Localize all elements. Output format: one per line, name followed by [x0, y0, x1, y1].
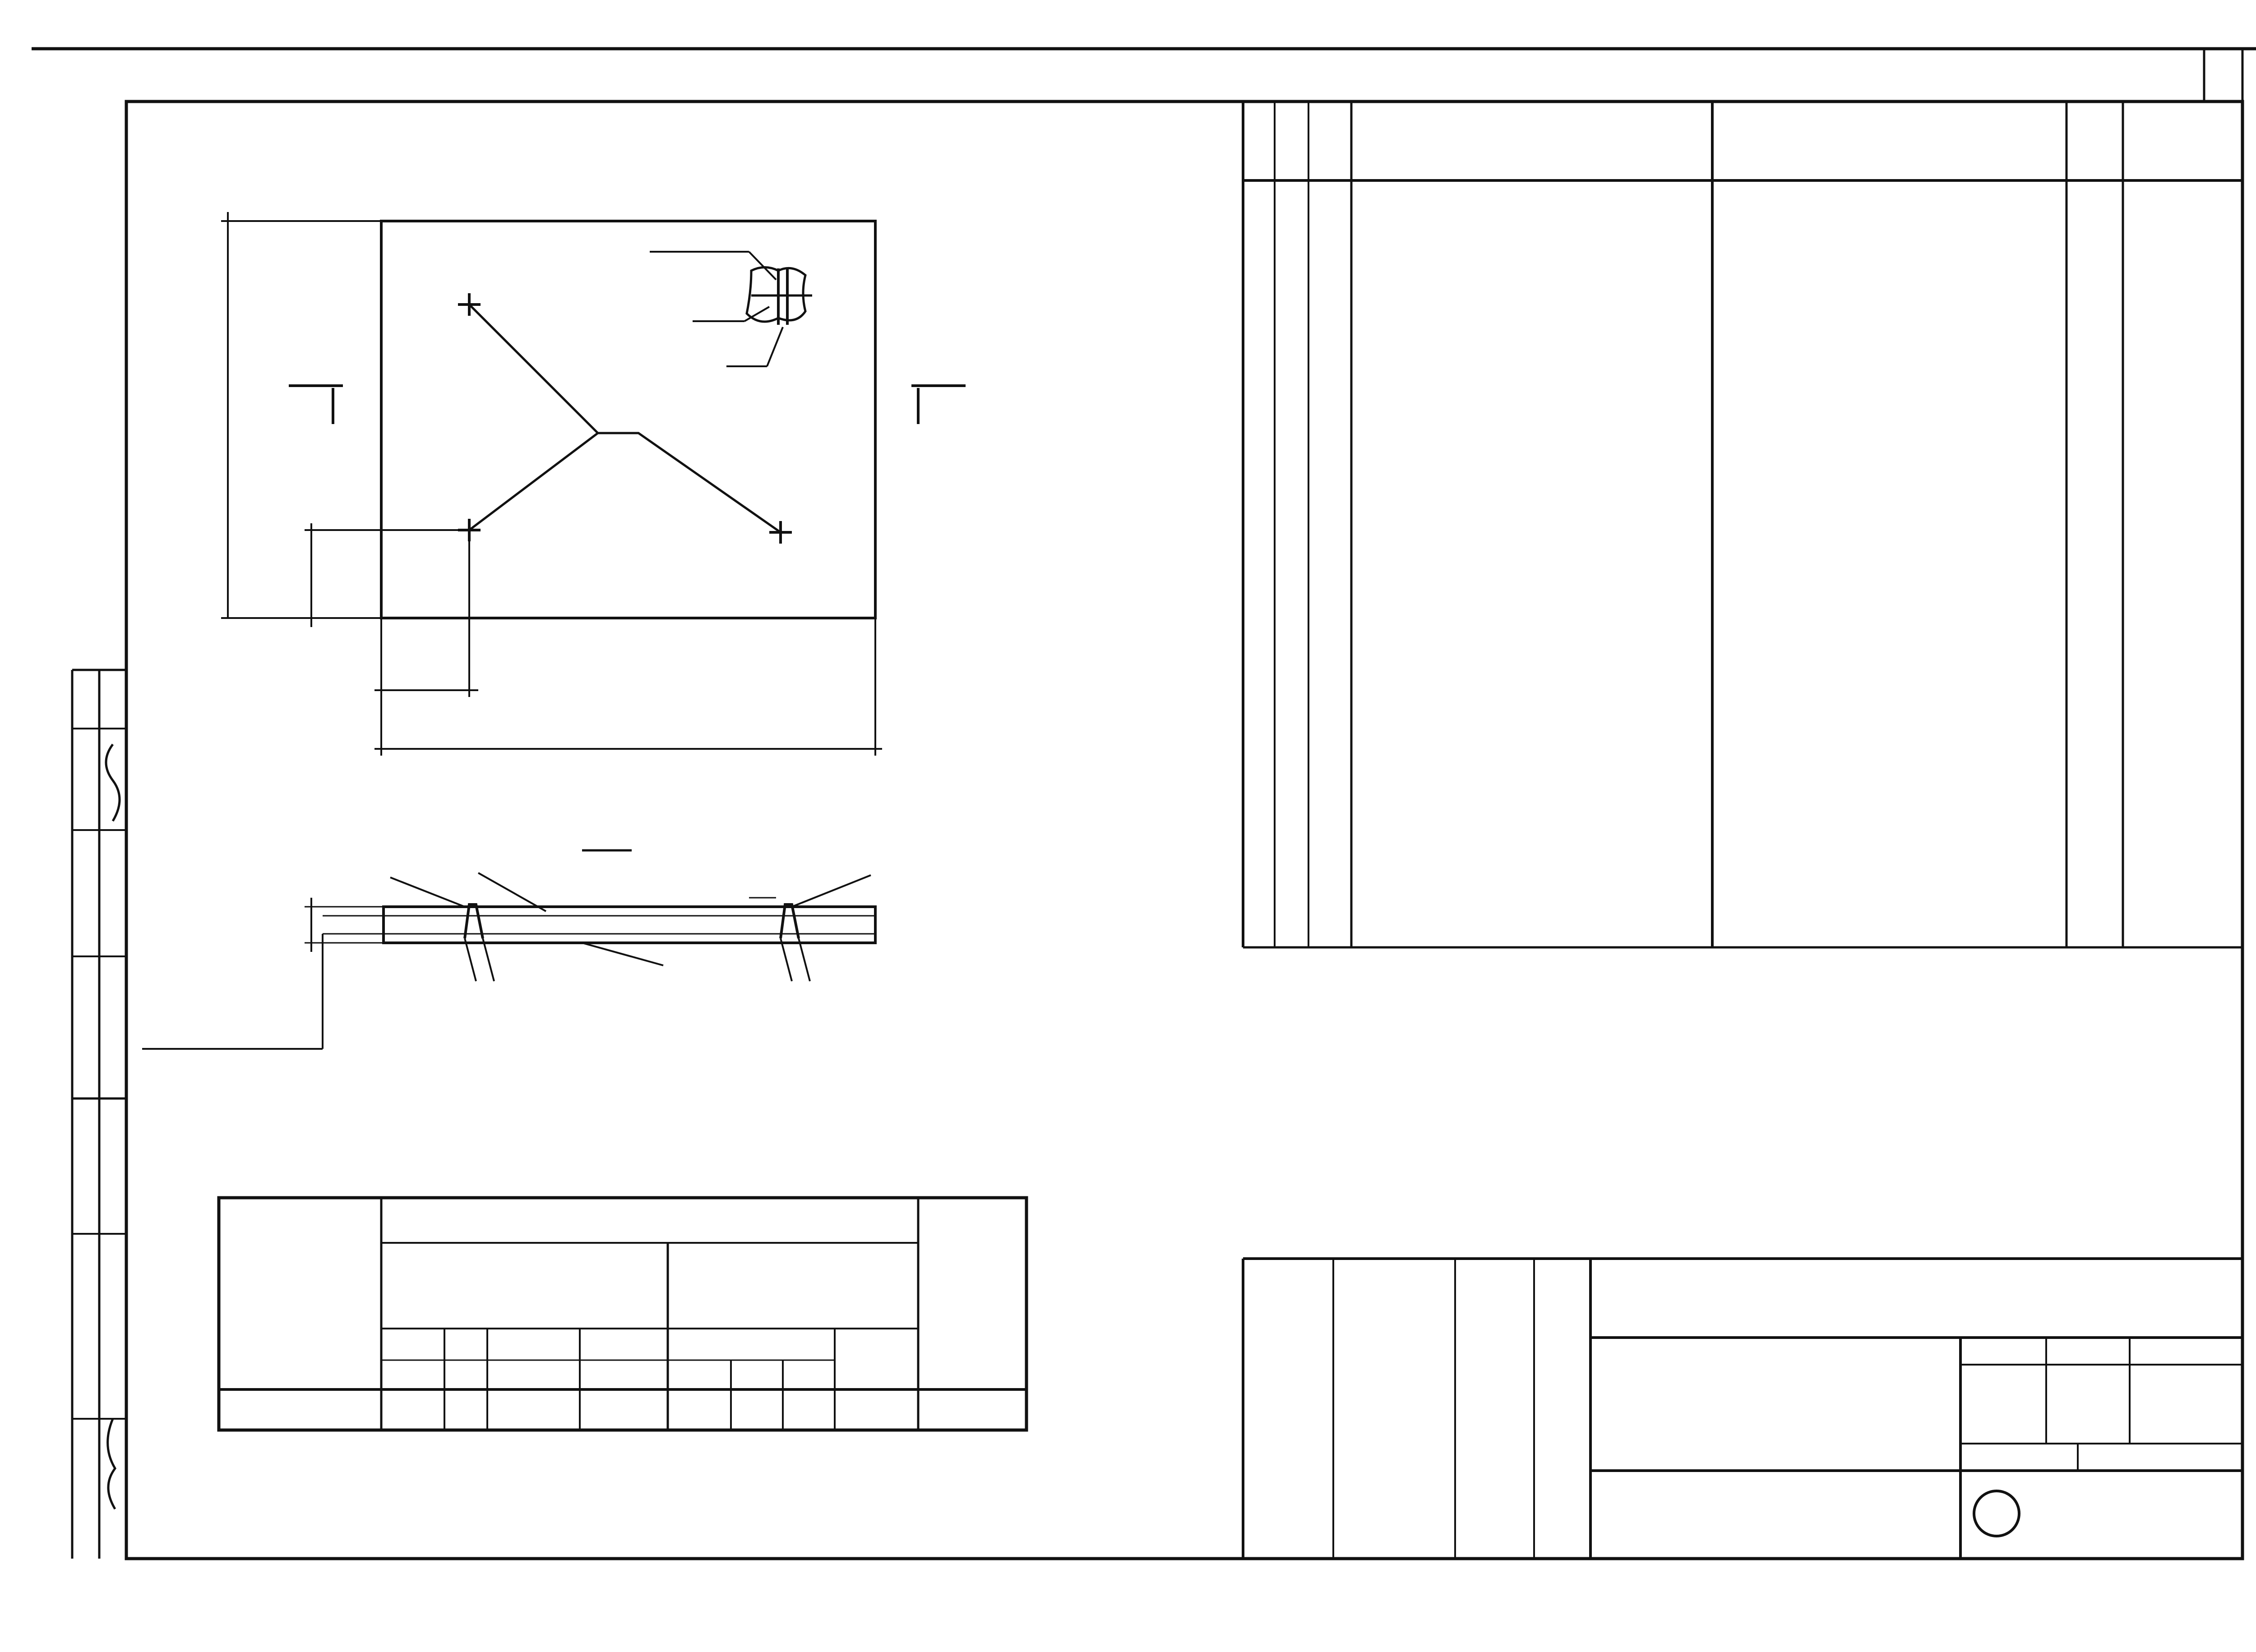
steel-table	[219, 1198, 1026, 1430]
side-strip	[72, 670, 126, 1559]
signature-mark	[106, 744, 120, 821]
loop-3	[769, 521, 792, 544]
loop-link-lines	[469, 305, 781, 532]
slab-outline	[381, 221, 875, 618]
page-number-box	[2204, 49, 2242, 102]
section-slab	[384, 907, 875, 943]
org-logo-icon	[1974, 1491, 2019, 1536]
section-view	[142, 850, 875, 1049]
signature-mark-2	[108, 1419, 115, 1509]
loop-2	[458, 519, 481, 541]
plan-view	[221, 212, 966, 756]
title-block	[1243, 1259, 2242, 1559]
spec-table	[1243, 102, 2242, 947]
